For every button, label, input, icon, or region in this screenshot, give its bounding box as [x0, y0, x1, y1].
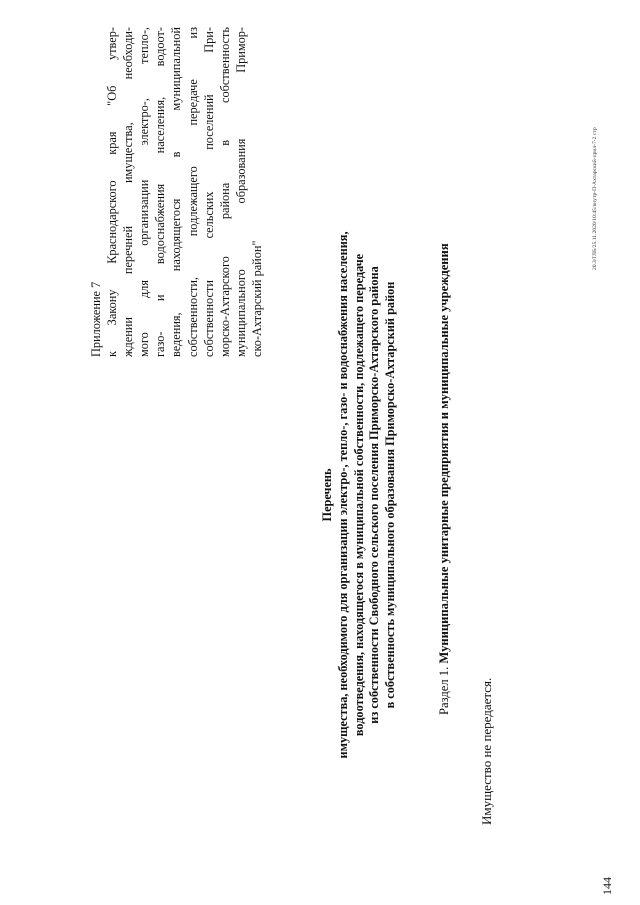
appendix-note — [88, 27, 265, 357]
appendix-line: ведения, находящегося в муниципальной — [169, 27, 184, 357]
document-title — [320, 215, 399, 775]
appendix-line: собственности сельских поселений При- — [201, 27, 216, 357]
title-line: в собственность муниципального образования Приморско-Ахтарский район — [383, 281, 398, 709]
appendix-line: морско-Ахтарского района в собственность — [217, 27, 232, 357]
title-line: имущества, необходимого для организации электро-, тепло-, газо- и водоснабжения населения, — [335, 231, 350, 759]
appendix-line: ждении перечней имущества, необходи- — [121, 27, 136, 357]
appendix-line: газо- и водоснабжения населения, водоот- — [153, 27, 168, 357]
appendix-line: муниципального образования Примор- — [233, 27, 248, 357]
section-title: Муниципальные унитарные предприятия и муниципальные учреждения — [437, 243, 451, 664]
section-heading — [436, 155, 452, 715]
appendix-line: мого для организации электро-, тепло-, — [137, 27, 152, 357]
section-prefix: Раздел 1. — [437, 663, 451, 715]
appendix-line: ско-Ахтарский район" — [249, 240, 264, 357]
title-line: из собственности Свободного сельского поселения Приморско-Ахтарского района — [367, 266, 382, 724]
title-line: водоотведения, находящегося в муниципальной собственности, подлежащего передаче — [351, 253, 366, 737]
appendix-line: к Закону Краснодарского края "Об утвер- — [105, 27, 120, 357]
appendix-line: собственности, подлежащего передаче из — [185, 27, 200, 357]
notice-text: Имущество не передается. — [479, 677, 494, 825]
document-stamp: 20.3/ГЛБ/25.11.2020/10:45/внутр-П-Ахтарский-прил-7-2 стр — [592, 127, 598, 270]
appendix-line: Приложение 7 — [89, 281, 103, 357]
page-number: 144 — [600, 877, 614, 895]
title-heading: Перечень — [320, 468, 334, 522]
